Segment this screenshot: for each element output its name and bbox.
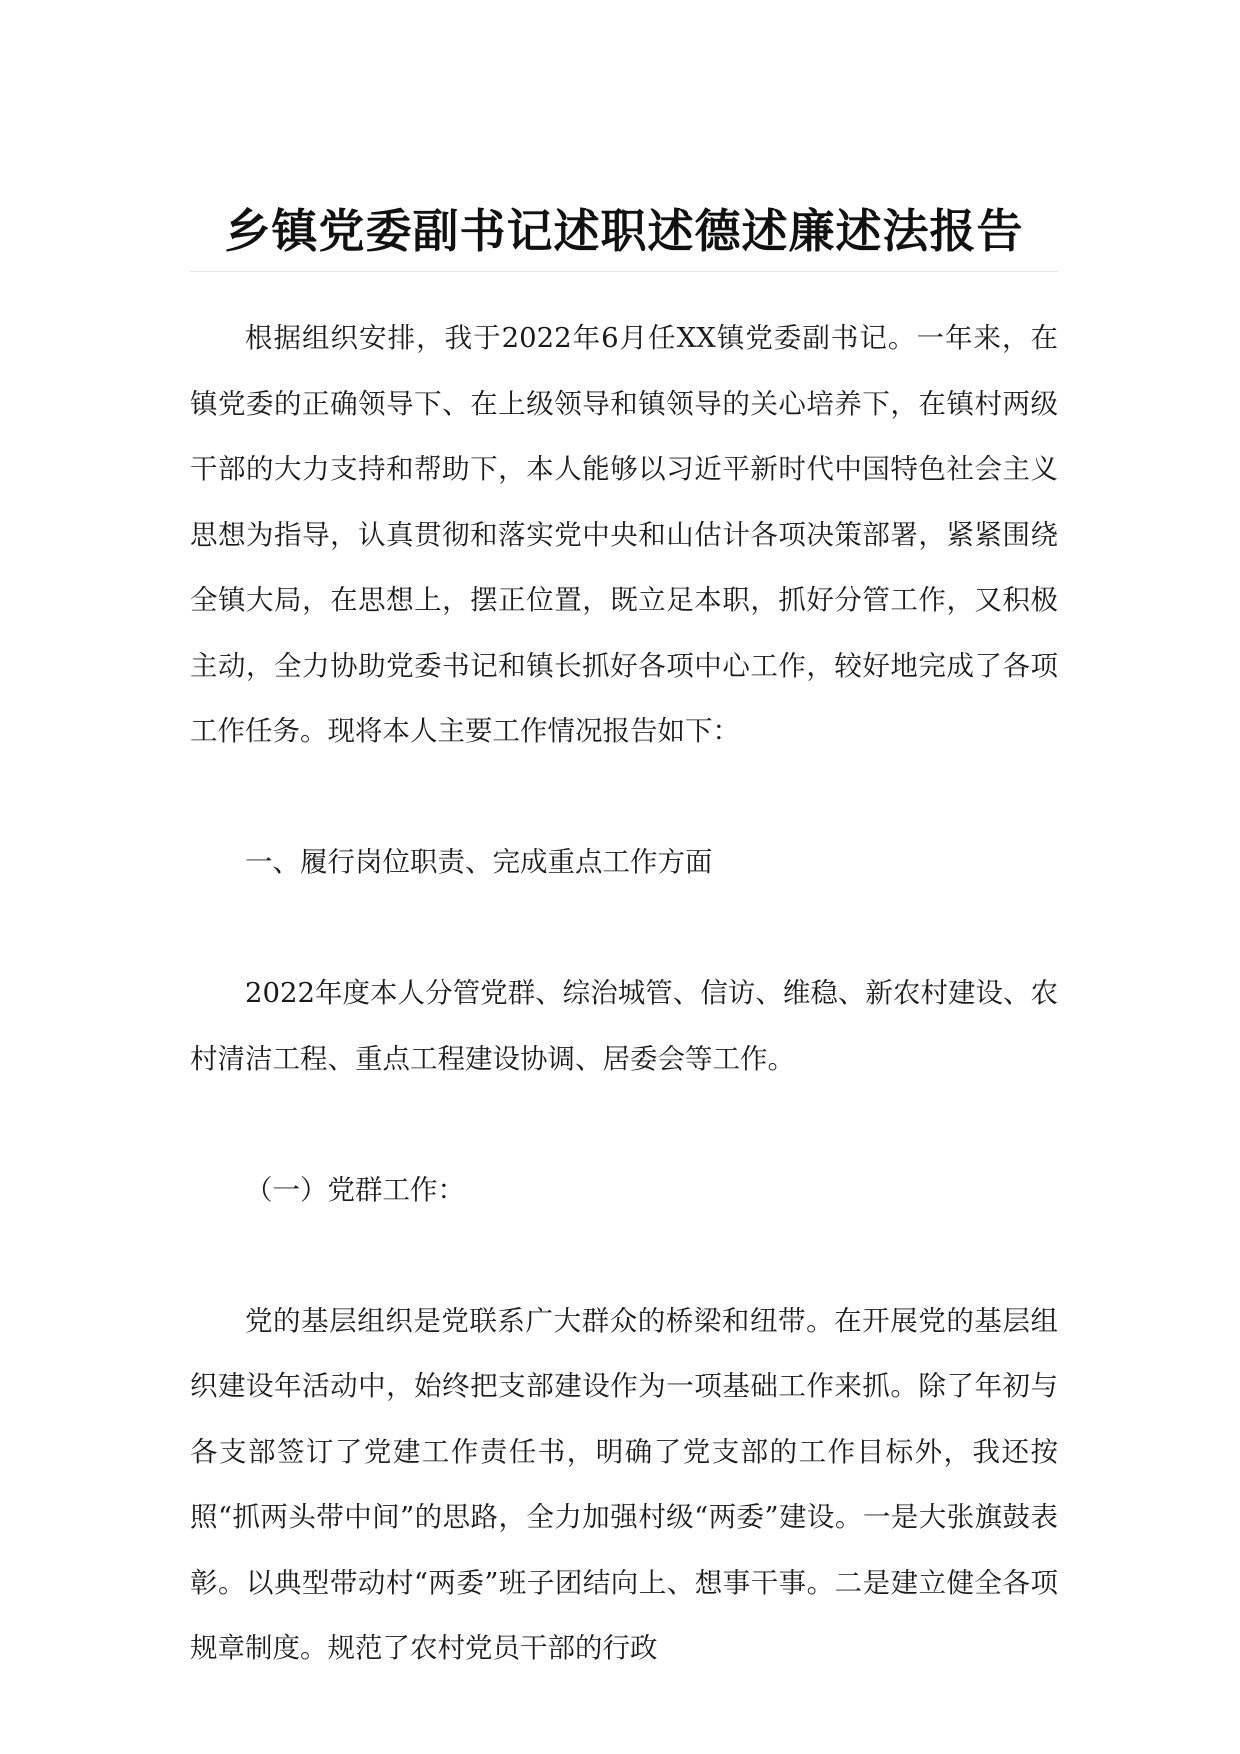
document-body	[190, 306, 1058, 1747]
title-divider	[190, 271, 1058, 272]
paragraph-intro: 根据组织安排，我于2022年6月任XX镇党委副书记。一年来，在镇党委的正确领导下、在上级领导和镇领导的关心培养下，在镇村两级干部的大力支持和帮助下，本人能够以习近平新时代中国特色社会主义思想为指导，认真贯彻和落实党中央和山估计各项决策部署，紧紧围绕全镇大局，在思想上，摆正位置，既立足本职，抓好分管工作，又积极主动，全力协助党委书记和镇长抓好各项中心工作，较好地完成了各项工作任务。现将本人主要工作情况报告如下：	[190, 322, 1058, 747]
paragraph-party-work: 党的基层组织是党联系广大群众的桥梁和纽带。在开展党的基层组织建设年活动中，始终把支部建设作为一项基础工作来抓。除了年初与各支部签订了党建工作责任书，明确了党支部的工作目标外，我还按照“抓两头带中间”的思路，全力加强村级“两委”建设。一是大张旗鼓表彰。以典型带动村“两委”班子团结向上、想事干事。二是建立健全各项规章制度。规范了农村党员干部的行政	[190, 1304, 1058, 1664]
document-title: 乡镇党委副书记述职述德述廉述法报告	[224, 204, 1024, 258]
paragraph-responsibilities: 2022年度本人分管党群、综治城管、信访、维稳、新农村建设、农村清洁工程、重点工程建设协调、居委会等工作。	[190, 977, 1058, 1075]
section-heading-1: 一、履行岗位职责、完成重点工作方面	[245, 846, 713, 878]
subsection-heading-party-work: （一）党群工作：	[245, 1173, 465, 1206]
